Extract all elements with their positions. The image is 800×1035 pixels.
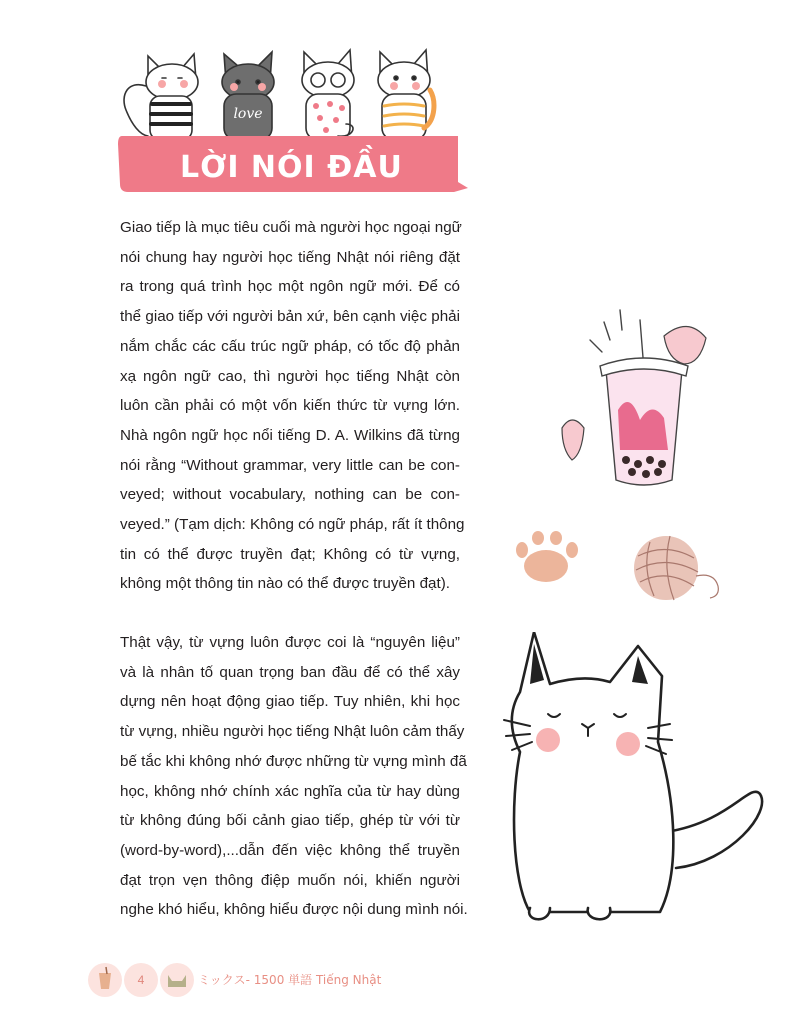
paragraph-line: và là nhân tố quan trọng ban đầu để có thể xây <box>120 663 460 681</box>
paragraph-line: nắm chắc các cấu trúc ngữ pháp, có tốc độ phản <box>120 337 460 355</box>
page-number: 4 <box>124 963 158 997</box>
footer-book-title: ミックス- 1500 単語 Tiếng Nhật <box>198 973 382 987</box>
paragraph-line: thể giao tiếp với người bản xứ, bên cạnh việc phải <box>120 308 460 326</box>
paragraph-line: từ không đúng bối cảnh giao tiếp, ghép từ với từ <box>120 812 460 830</box>
paragraph-line: tin có thể được truyền đạt; Không có từ vựng, <box>120 545 460 563</box>
paragraph-line: xạ ngôn ngữ cao, thì người học tiếng Nhật còn <box>120 367 460 385</box>
grey-love-cat-icon <box>222 52 274 140</box>
striped-cat-icon <box>124 54 198 140</box>
boba-footer-icon <box>88 963 122 997</box>
page-title: LỜI NÓI ĐẦU <box>180 150 403 185</box>
cats-row-illustration <box>118 40 438 150</box>
paragraph-line: bế tắc khi không nhớ được những từ vựng mình đã <box>120 752 467 770</box>
cat-love-text: love <box>233 106 263 122</box>
bubble-tea-icon <box>560 300 720 500</box>
orange-striped-cat-icon <box>378 50 434 140</box>
paragraph-line: ra trong quá trình học một ngôn ngữ mới. Để có <box>120 278 460 296</box>
paragraph-line: luôn cần phải có một vốn kiến thức từ vựng lớn. <box>120 397 460 415</box>
paragraph-line: (word-by-word),...dẫn đến việc không thể truyền <box>120 841 460 859</box>
paragraph-line: veyed.” (Tạm dịch: Không có ngữ pháp, rất ít thông <box>120 516 465 534</box>
paragraph-line: nói rằng “Without grammar, very little can be con- <box>120 456 460 474</box>
paragraph-line: đạt trọn vẹn thông điệp muốn nói, khiến người <box>120 871 460 889</box>
yarn-ball-icon <box>624 532 724 604</box>
paragraph-line: nói chung hay người học tiếng Nhật nói riêng đặt <box>120 248 460 266</box>
sitting-cat-illustration <box>490 632 770 922</box>
paragraph-line: học, không nhớ chính xác nghĩa của từ hay dùng <box>120 782 460 800</box>
intro-paragraph-2 <box>120 628 468 925</box>
paw-print-icon <box>512 528 582 588</box>
paragraph-line: từ vựng, nhiều người học tiếng Nhật luôn cảm thấy <box>120 723 465 741</box>
cat-face-footer-icon <box>160 963 194 997</box>
paragraph-line: nghe khó hiểu, không hiểu được nội dung mình nói. <box>120 901 468 919</box>
paragraph-line: veyed; without vocabulary, nothing can be con- <box>120 486 460 504</box>
paragraph-line: Thật vậy, từ vựng luôn được coi là “nguyên liệu” <box>120 634 460 651</box>
paragraph-line: Nhà ngôn ngữ học nổi tiếng D. A. Wilkins đã từng <box>120 426 460 444</box>
paragraph-line: Giao tiếp là mục tiêu cuối mà người học ngoại ngữ <box>120 219 462 236</box>
paragraph-line: dựng nên hoạt động giao tiếp. Tuy nhiên, khi học <box>120 693 460 711</box>
paragraph-line: không một thông tin nào có thể được truyền đạt). <box>120 575 450 593</box>
intro-paragraph-1 <box>120 213 465 599</box>
hearts-cat-icon <box>302 50 354 140</box>
